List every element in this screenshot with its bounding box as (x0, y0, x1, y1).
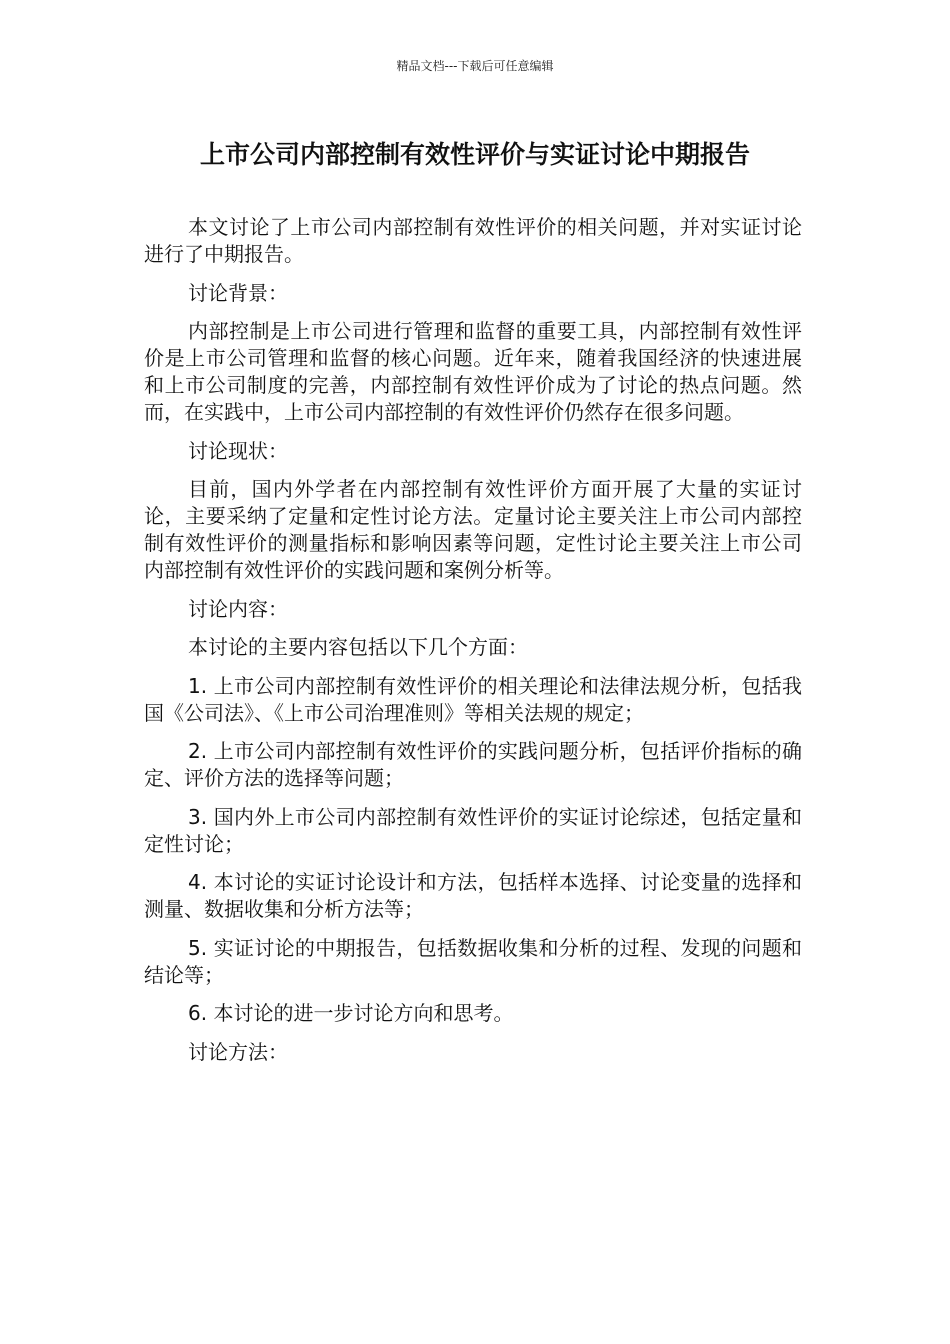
document-title: 上市公司内部控制有效性评价与实证讨论中期报告 (199, 140, 750, 169)
intro-paragraph: 本文讨论了上市公司内部控制有效性评价的相关问题，并对实证讨论进行了中期报告。 (144, 215, 802, 266)
list-item: 4. 本讨论的实证讨论设计和方法，包括样本选择、讨论变量的选择和测量、数据收集和分析方法等； (144, 870, 802, 921)
list-item: 6. 本讨论的进一步讨论方向和思考。 (188, 1001, 514, 1025)
content-intro-paragraph: 本讨论的主要内容包括以下几个方面： (188, 635, 528, 659)
section-heading-background: 讨论背景： (188, 280, 288, 305)
list-item: 2. 上市公司内部控制有效性评价的实践问题分析，包括评价指标的确定、评价方法的选择等问题； (144, 739, 802, 790)
page-header: 精品文档---下载后可任意编辑 (396, 59, 554, 73)
document-body (144, 214, 802, 1077)
section-heading-methods: 讨论方法： (188, 1039, 288, 1064)
section-heading-content: 讨论内容： (188, 596, 288, 621)
list-item: 3. 国内外上市公司内部控制有效性评价的实证讨论综述，包括定量和定性讨论； (144, 804, 802, 856)
section-heading-status: 讨论现状： (188, 438, 288, 463)
background-paragraph: 内部控制是上市公司进行管理和监督的重要工具，内部控制有效性评价是上市公司管理和监督的核心问题。近年来，随着我国经济的快速进展和上市公司制度的完善，内部控制有效性评价成为了讨论的热点问题。然而，在实践中，上市公司内部控制的有效性评价仍然存在很多问题。 (144, 319, 802, 424)
status-paragraph: 目前，国内外学者在内部控制有效性评价方面开展了大量的实证讨论，主要采纳了定量和定性讨论方法。定量讨论主要关注上市公司内部控制有效性评价的测量指标和影响因素等问题，定性讨论主要关注上市公司内部控制有效性评价的实践问题和案例分析等。 (144, 477, 802, 582)
list-item: 1. 上市公司内部控制有效性评价的相关理论和法律法规分析，包括我国《公司法》、《上市公司治理准则》等相关法规的规定； (144, 673, 802, 725)
list-item: 5. 实证讨论的中期报告，包括数据收集和分析的过程、发现的问题和结论等； (144, 935, 802, 987)
